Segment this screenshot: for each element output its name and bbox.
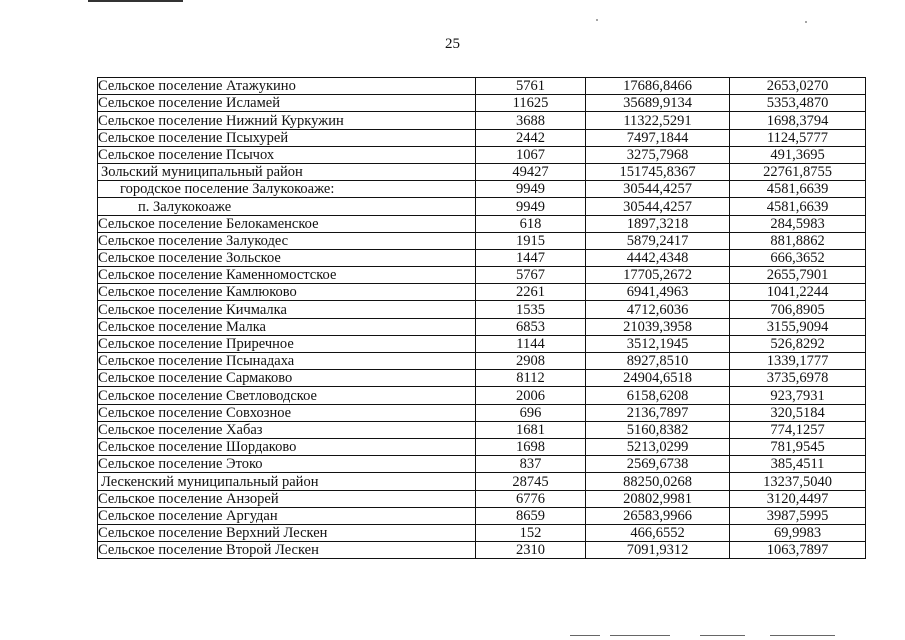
table-row: [98, 524, 866, 541]
name-cell: Сельское поселение Аргудан: [98, 507, 476, 524]
table-row: [98, 507, 866, 524]
top-scan-mark: [88, 0, 183, 4]
name-cell: Сельское поселение Нижний Куркужин: [98, 112, 476, 129]
population-cell: 1447: [476, 249, 586, 266]
amount-a-cell: 8927,8510: [586, 353, 730, 370]
population-cell: 49427: [476, 163, 586, 180]
population-cell: 1681: [476, 421, 586, 438]
scan-noise: [610, 635, 670, 636]
amount-b-cell: 1063,7897: [730, 542, 866, 559]
scan-noise: [700, 635, 745, 636]
table-row: [98, 112, 866, 129]
population-cell: 2006: [476, 387, 586, 404]
amount-b-cell: 4581,6639: [730, 181, 866, 198]
scan-noise: [570, 635, 600, 636]
amount-b-cell: 923,7931: [730, 387, 866, 404]
amount-a-cell: 24904,6518: [586, 370, 730, 387]
table-row: [98, 473, 866, 490]
table-row: [98, 438, 866, 455]
amount-a-cell: 4442,4348: [586, 249, 730, 266]
table-row: [98, 78, 866, 95]
amount-a-cell: 2569,6738: [586, 456, 730, 473]
amount-a-cell: 21039,3958: [586, 318, 730, 335]
table-row: [98, 95, 866, 112]
amount-b-cell: 1339,1777: [730, 353, 866, 370]
name-cell: Сельское поселение Псычох: [98, 146, 476, 163]
population-cell: 1915: [476, 232, 586, 249]
population-cell: 8659: [476, 507, 586, 524]
name-cell: Зольский муниципальный район: [98, 163, 476, 180]
amount-a-cell: 3275,7968: [586, 146, 730, 163]
amount-a-cell: 6941,4963: [586, 284, 730, 301]
population-cell: 1535: [476, 301, 586, 318]
name-cell: Лескенский муниципальный район: [98, 473, 476, 490]
amount-b-cell: 385,4511: [730, 456, 866, 473]
table-row: [98, 284, 866, 301]
population-cell: 6853: [476, 318, 586, 335]
population-cell: 1144: [476, 335, 586, 352]
population-cell: 5767: [476, 267, 586, 284]
amount-a-cell: 35689,9134: [586, 95, 730, 112]
amount-a-cell: 4712,6036: [586, 301, 730, 318]
table-row: [98, 490, 866, 507]
table-body: [98, 78, 866, 559]
amount-b-cell: 22761,8755: [730, 163, 866, 180]
amount-b-cell: 774,1257: [730, 421, 866, 438]
scan-noise: [770, 635, 835, 636]
amount-b-cell: 4581,6639: [730, 198, 866, 215]
name-cell: Сельское поселение Приречное: [98, 335, 476, 352]
amount-b-cell: 69,9983: [730, 524, 866, 541]
amount-b-cell: 1041,2244: [730, 284, 866, 301]
name-cell: городское поселение Залукокоаже:: [98, 181, 476, 198]
table-row: [98, 318, 866, 335]
table-row: [98, 267, 866, 284]
population-cell: 152: [476, 524, 586, 541]
amount-b-cell: 284,5983: [730, 215, 866, 232]
population-cell: 696: [476, 404, 586, 421]
amount-b-cell: 781,9545: [730, 438, 866, 455]
name-cell: Сельское поселение Второй Лескен: [98, 542, 476, 559]
amount-b-cell: 1124,5777: [730, 129, 866, 146]
population-cell: 2442: [476, 129, 586, 146]
amount-b-cell: 320,5184: [730, 404, 866, 421]
amount-b-cell: 3987,5995: [730, 507, 866, 524]
table-row: [98, 129, 866, 146]
table-row: [98, 421, 866, 438]
amount-b-cell: 706,8905: [730, 301, 866, 318]
amount-b-cell: 3120,4497: [730, 490, 866, 507]
name-cell: Сельское поселение Зольское: [98, 249, 476, 266]
population-cell: 1067: [476, 146, 586, 163]
amount-b-cell: 5353,4870: [730, 95, 866, 112]
table-row: [98, 198, 866, 215]
amount-b-cell: 526,8292: [730, 335, 866, 352]
table-row: [98, 163, 866, 180]
table-row: [98, 353, 866, 370]
amount-a-cell: 5213,0299: [586, 438, 730, 455]
name-cell: Сельское поселение Исламей: [98, 95, 476, 112]
amount-a-cell: 30544,4257: [586, 181, 730, 198]
scan-speck: [596, 19, 598, 21]
table-row: [98, 456, 866, 473]
amount-a-cell: 17686,8466: [586, 78, 730, 95]
population-cell: 5761: [476, 78, 586, 95]
name-cell: Сельское поселение Верхний Лескен: [98, 524, 476, 541]
amount-b-cell: 3735,6978: [730, 370, 866, 387]
amount-b-cell: 1698,3794: [730, 112, 866, 129]
table-row: [98, 249, 866, 266]
amount-a-cell: 5879,2417: [586, 232, 730, 249]
population-cell: 2261: [476, 284, 586, 301]
amount-b-cell: 13237,5040: [730, 473, 866, 490]
name-cell: Сельское поселение Совхозное: [98, 404, 476, 421]
population-cell: 3688: [476, 112, 586, 129]
name-cell: Сельское поселение Камлюково: [98, 284, 476, 301]
name-cell: п. Залукокоаже: [98, 198, 476, 215]
budget-table: [97, 77, 866, 559]
amount-a-cell: 17705,2672: [586, 267, 730, 284]
table-row: [98, 301, 866, 318]
amount-b-cell: 2655,7901: [730, 267, 866, 284]
name-cell: Сельское поселение Атажукино: [98, 78, 476, 95]
amount-b-cell: 491,3695: [730, 146, 866, 163]
amount-a-cell: 26583,9966: [586, 507, 730, 524]
amount-a-cell: 6158,6208: [586, 387, 730, 404]
amount-a-cell: 2136,7897: [586, 404, 730, 421]
population-cell: 9949: [476, 198, 586, 215]
amount-a-cell: 3512,1945: [586, 335, 730, 352]
amount-a-cell: 88250,0268: [586, 473, 730, 490]
amount-b-cell: 666,3652: [730, 249, 866, 266]
amount-a-cell: 5160,8382: [586, 421, 730, 438]
amount-a-cell: 7091,9312: [586, 542, 730, 559]
amount-b-cell: 881,8862: [730, 232, 866, 249]
amount-b-cell: 2653,0270: [730, 78, 866, 95]
table-row: [98, 404, 866, 421]
table-row: [98, 181, 866, 198]
population-cell: 837: [476, 456, 586, 473]
population-cell: 28745: [476, 473, 586, 490]
table-row: [98, 146, 866, 163]
amount-b-cell: 3155,9094: [730, 318, 866, 335]
amount-a-cell: 151745,8367: [586, 163, 730, 180]
table-row: [98, 215, 866, 232]
table-row: [98, 387, 866, 404]
name-cell: Сельское поселение Хабаз: [98, 421, 476, 438]
scan-speck: [805, 21, 807, 23]
population-cell: 8112: [476, 370, 586, 387]
amount-a-cell: 11322,5291: [586, 112, 730, 129]
population-cell: 1698: [476, 438, 586, 455]
name-cell: Сельское поселение Псынадаха: [98, 353, 476, 370]
table-row: [98, 542, 866, 559]
name-cell: Сельское поселение Шордаково: [98, 438, 476, 455]
page-number: 25: [445, 36, 460, 52]
population-cell: 9949: [476, 181, 586, 198]
amount-a-cell: 1897,3218: [586, 215, 730, 232]
amount-a-cell: 20802,9981: [586, 490, 730, 507]
population-cell: 11625: [476, 95, 586, 112]
name-cell: Сельское поселение Кичмалка: [98, 301, 476, 318]
name-cell: Сельское поселение Сармаково: [98, 370, 476, 387]
population-cell: 618: [476, 215, 586, 232]
name-cell: Сельское поселение Белокаменское: [98, 215, 476, 232]
name-cell: Сельское поселение Каменномостское: [98, 267, 476, 284]
table-row: [98, 370, 866, 387]
name-cell: Сельское поселение Светловодское: [98, 387, 476, 404]
name-cell: Сельское поселение Малка: [98, 318, 476, 335]
table-row: [98, 335, 866, 352]
population-cell: 6776: [476, 490, 586, 507]
population-cell: 2908: [476, 353, 586, 370]
population-cell: 2310: [476, 542, 586, 559]
table-row: [98, 232, 866, 249]
name-cell: Сельское поселение Этоко: [98, 456, 476, 473]
amount-a-cell: 7497,1844: [586, 129, 730, 146]
name-cell: Сельское поселение Псыхурей: [98, 129, 476, 146]
amount-a-cell: 466,6552: [586, 524, 730, 541]
amount-a-cell: 30544,4257: [586, 198, 730, 215]
name-cell: Сельское поселение Залукодес: [98, 232, 476, 249]
name-cell: Сельское поселение Анзорей: [98, 490, 476, 507]
